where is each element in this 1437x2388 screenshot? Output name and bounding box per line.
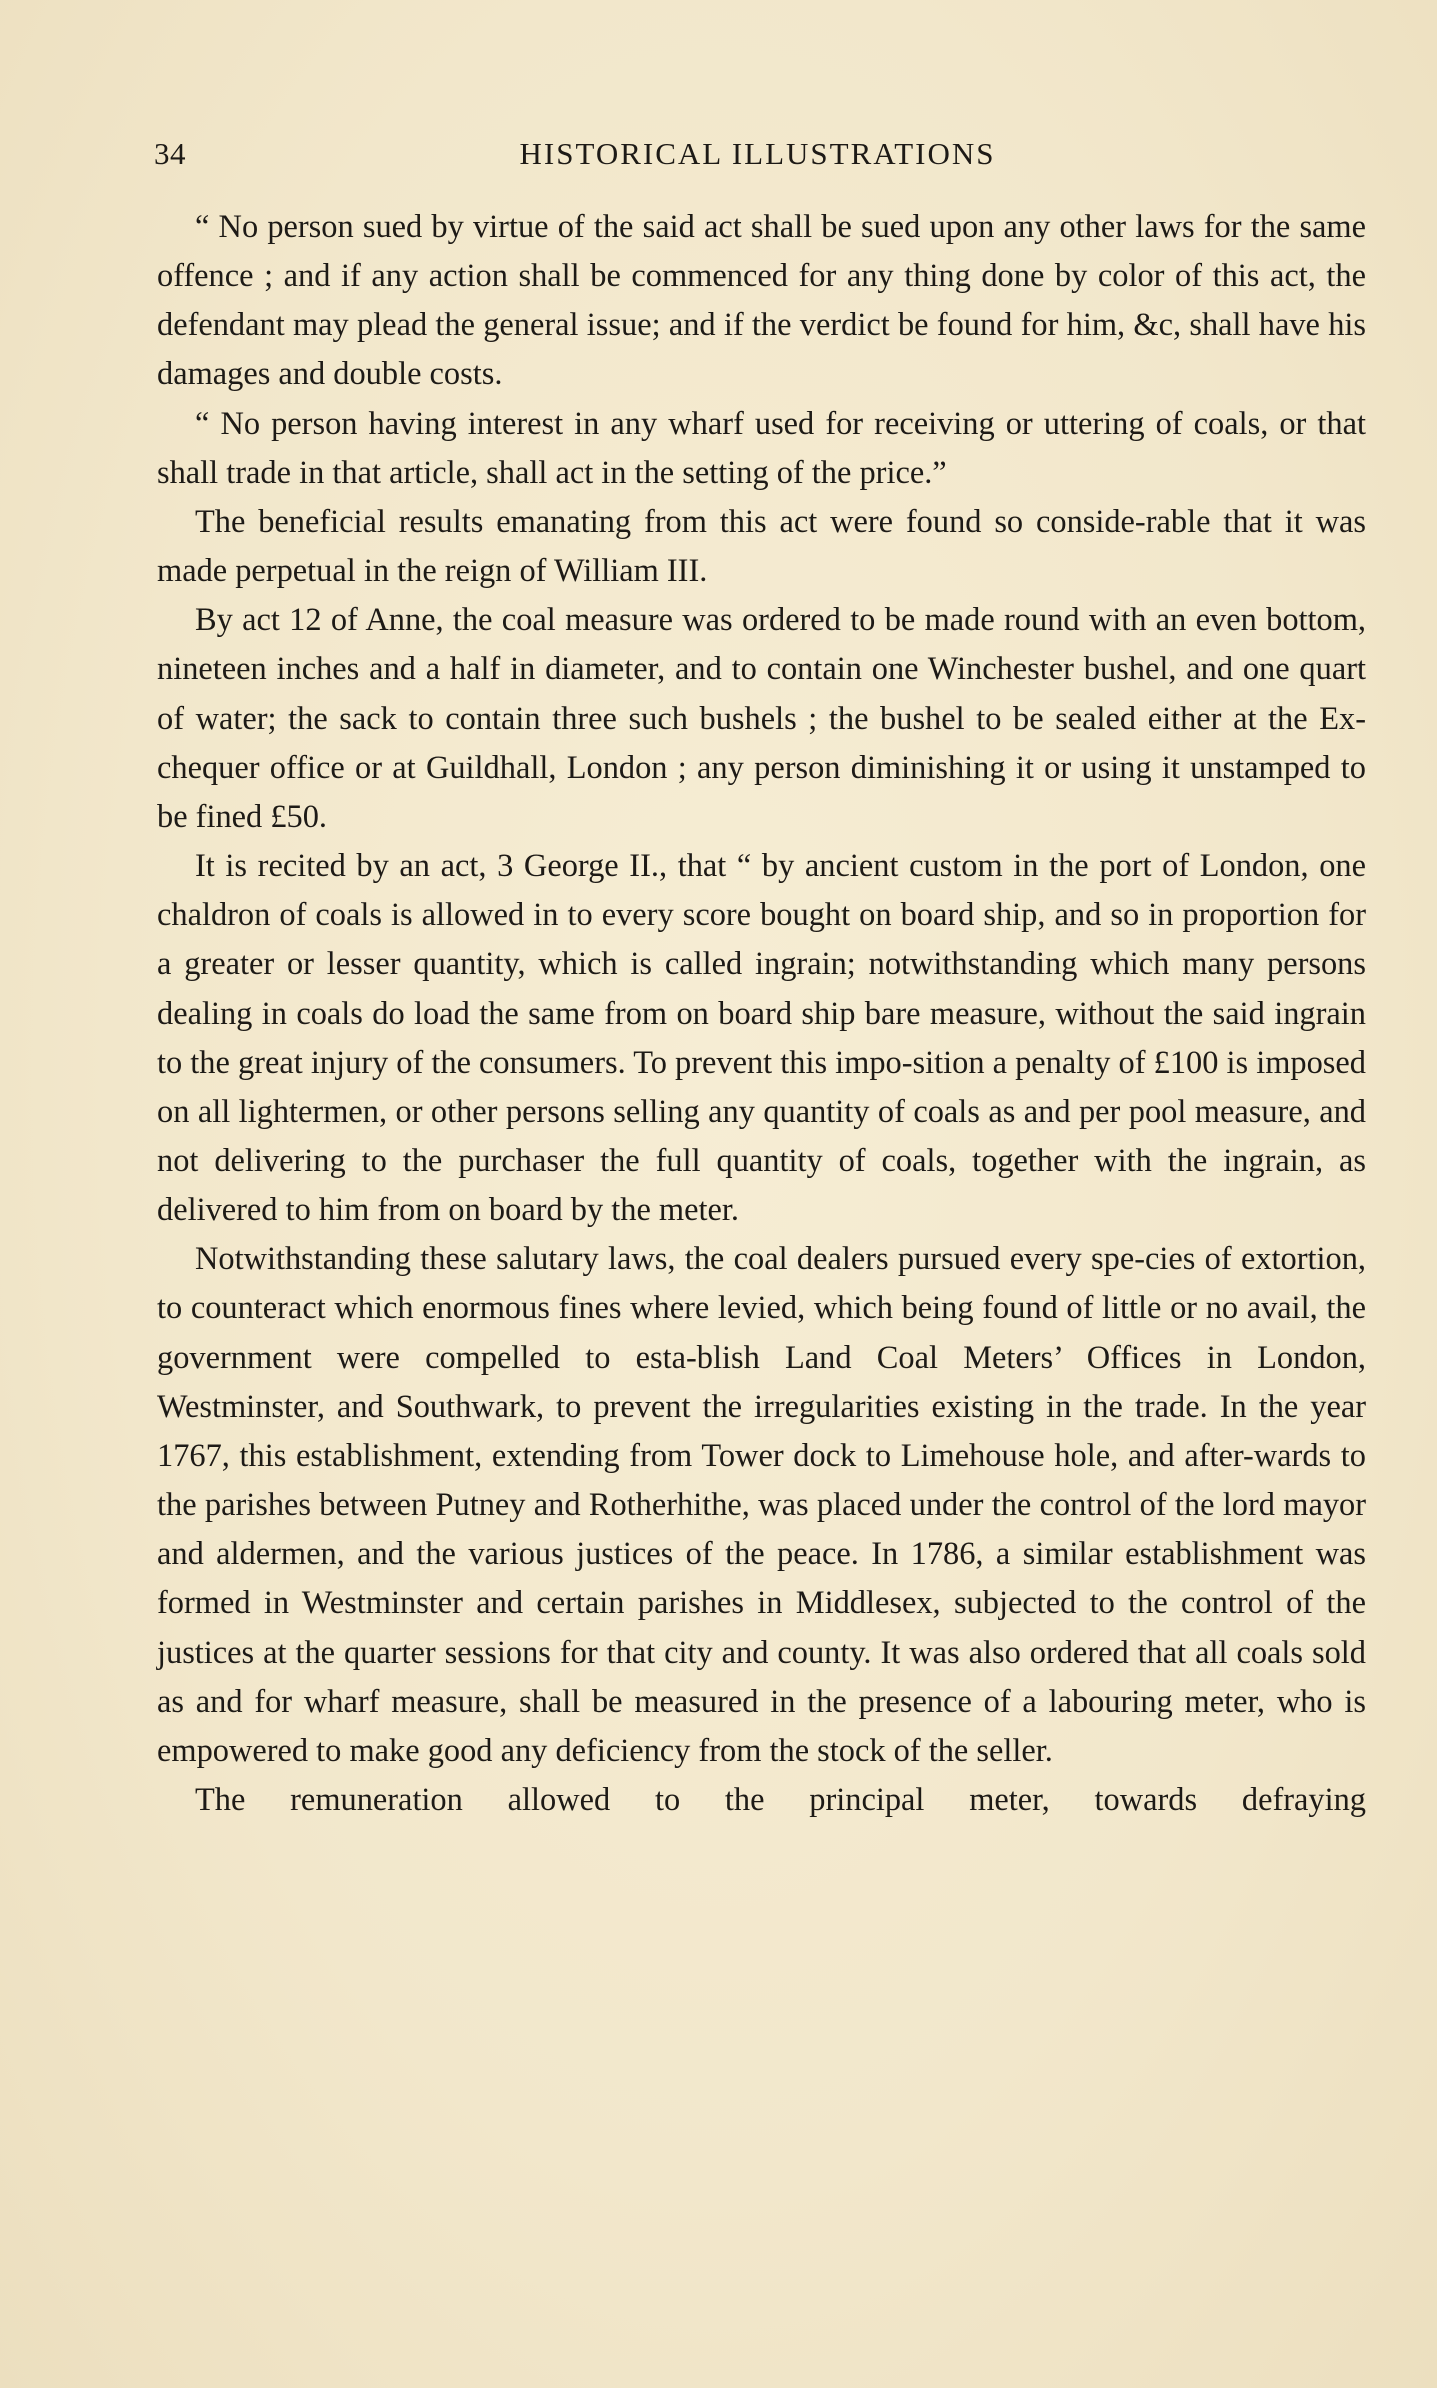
page-header <box>150 132 1365 176</box>
page-number: 34 <box>154 136 186 171</box>
paragraph-remuneration: The remuneration allowed to the principal meter, towards defraying <box>195 1782 1366 1818</box>
paragraph-beneficial-results: The beneficial results emanating from this act were found so conside-rable that it was made perpetual in the reign of William III. <box>157 503 1366 590</box>
paragraph-quote-sued: “ No person sued by virtue of the said act shall be sued upon any other laws for the same offence ; and if any action shall be commenced for any thing done by color of this act, the defendant may plead the general issue; and if the verdict be found for him, &c, shall have his damages and double costs. <box>157 209 1366 393</box>
body-text <box>157 203 1366 1825</box>
paragraph-quote-wharf: “ No person having interest in any wharf used for receiving or uttering of coals, or that shall trade in that article, shall act in the setting of the price.” <box>157 405 1366 491</box>
paragraph-land-coal-meters: Notwithstanding these salutary laws, the coal dealers pursued every spe-cies of extortion, to counteract which enormous fines where levied, which being found of little or no avail, the government were compelled to esta-blish Land Coal Meters’ Offices in London, Westminster, and Southwark, to prevent the irregularities existing in the trade. In the year 1767, this establishment, extending from Tower dock to Limehouse hole, and after-wards to the parishes between Putney and Rotherhithe, was placed under the control of the lord mayor and aldermen, and the various justices of the peace. In 1786, a similar establishment was formed in Westminster and certain parishes in Middlesex, subjected to the control of the justices at the quarter sessions for that city and county. It was also ordered that all coals sold as and for wharf measure, shall be measured in the presence of a labouring meter, who is empowered to make good any deficiency from the stock of the seller. <box>157 1241 1366 1769</box>
paragraph-act-of-anne: By act 12 of Anne, the coal measure was ordered to be made round with an even bottom, nineteen inches and a half in diameter, and to contain one Winchester bushel, and one quart of water; the sack to contain three such bushels ; the bushel to be sealed either at the Ex-chequer office or at Guildhall, London ; any person diminishing it or using it unstamped to be fined £50. <box>157 602 1366 835</box>
running-title: HISTORICAL ILLUSTRATIONS <box>519 136 996 171</box>
paragraph-george-ii-ingrain: It is recited by an act, 3 George II., that “ by ancient custom in the port of London, one chaldron of coals is allowed in to every score bought on board ship, and so in proportion for a greater or lesser quantity, which is called ingrain; notwithstanding which many persons dealing in coals do load the same from on board ship bare measure, without the said ingrain to the great injury of the consumers. To prevent this impo-sition a penalty of £100 is imposed on all lightermen, or other persons selling any quantity of coals as and per pool measure, and not delivering to the purchaser the full quantity of coals, together with the ingrain, as delivered to him from on board by the meter. <box>157 848 1366 1229</box>
